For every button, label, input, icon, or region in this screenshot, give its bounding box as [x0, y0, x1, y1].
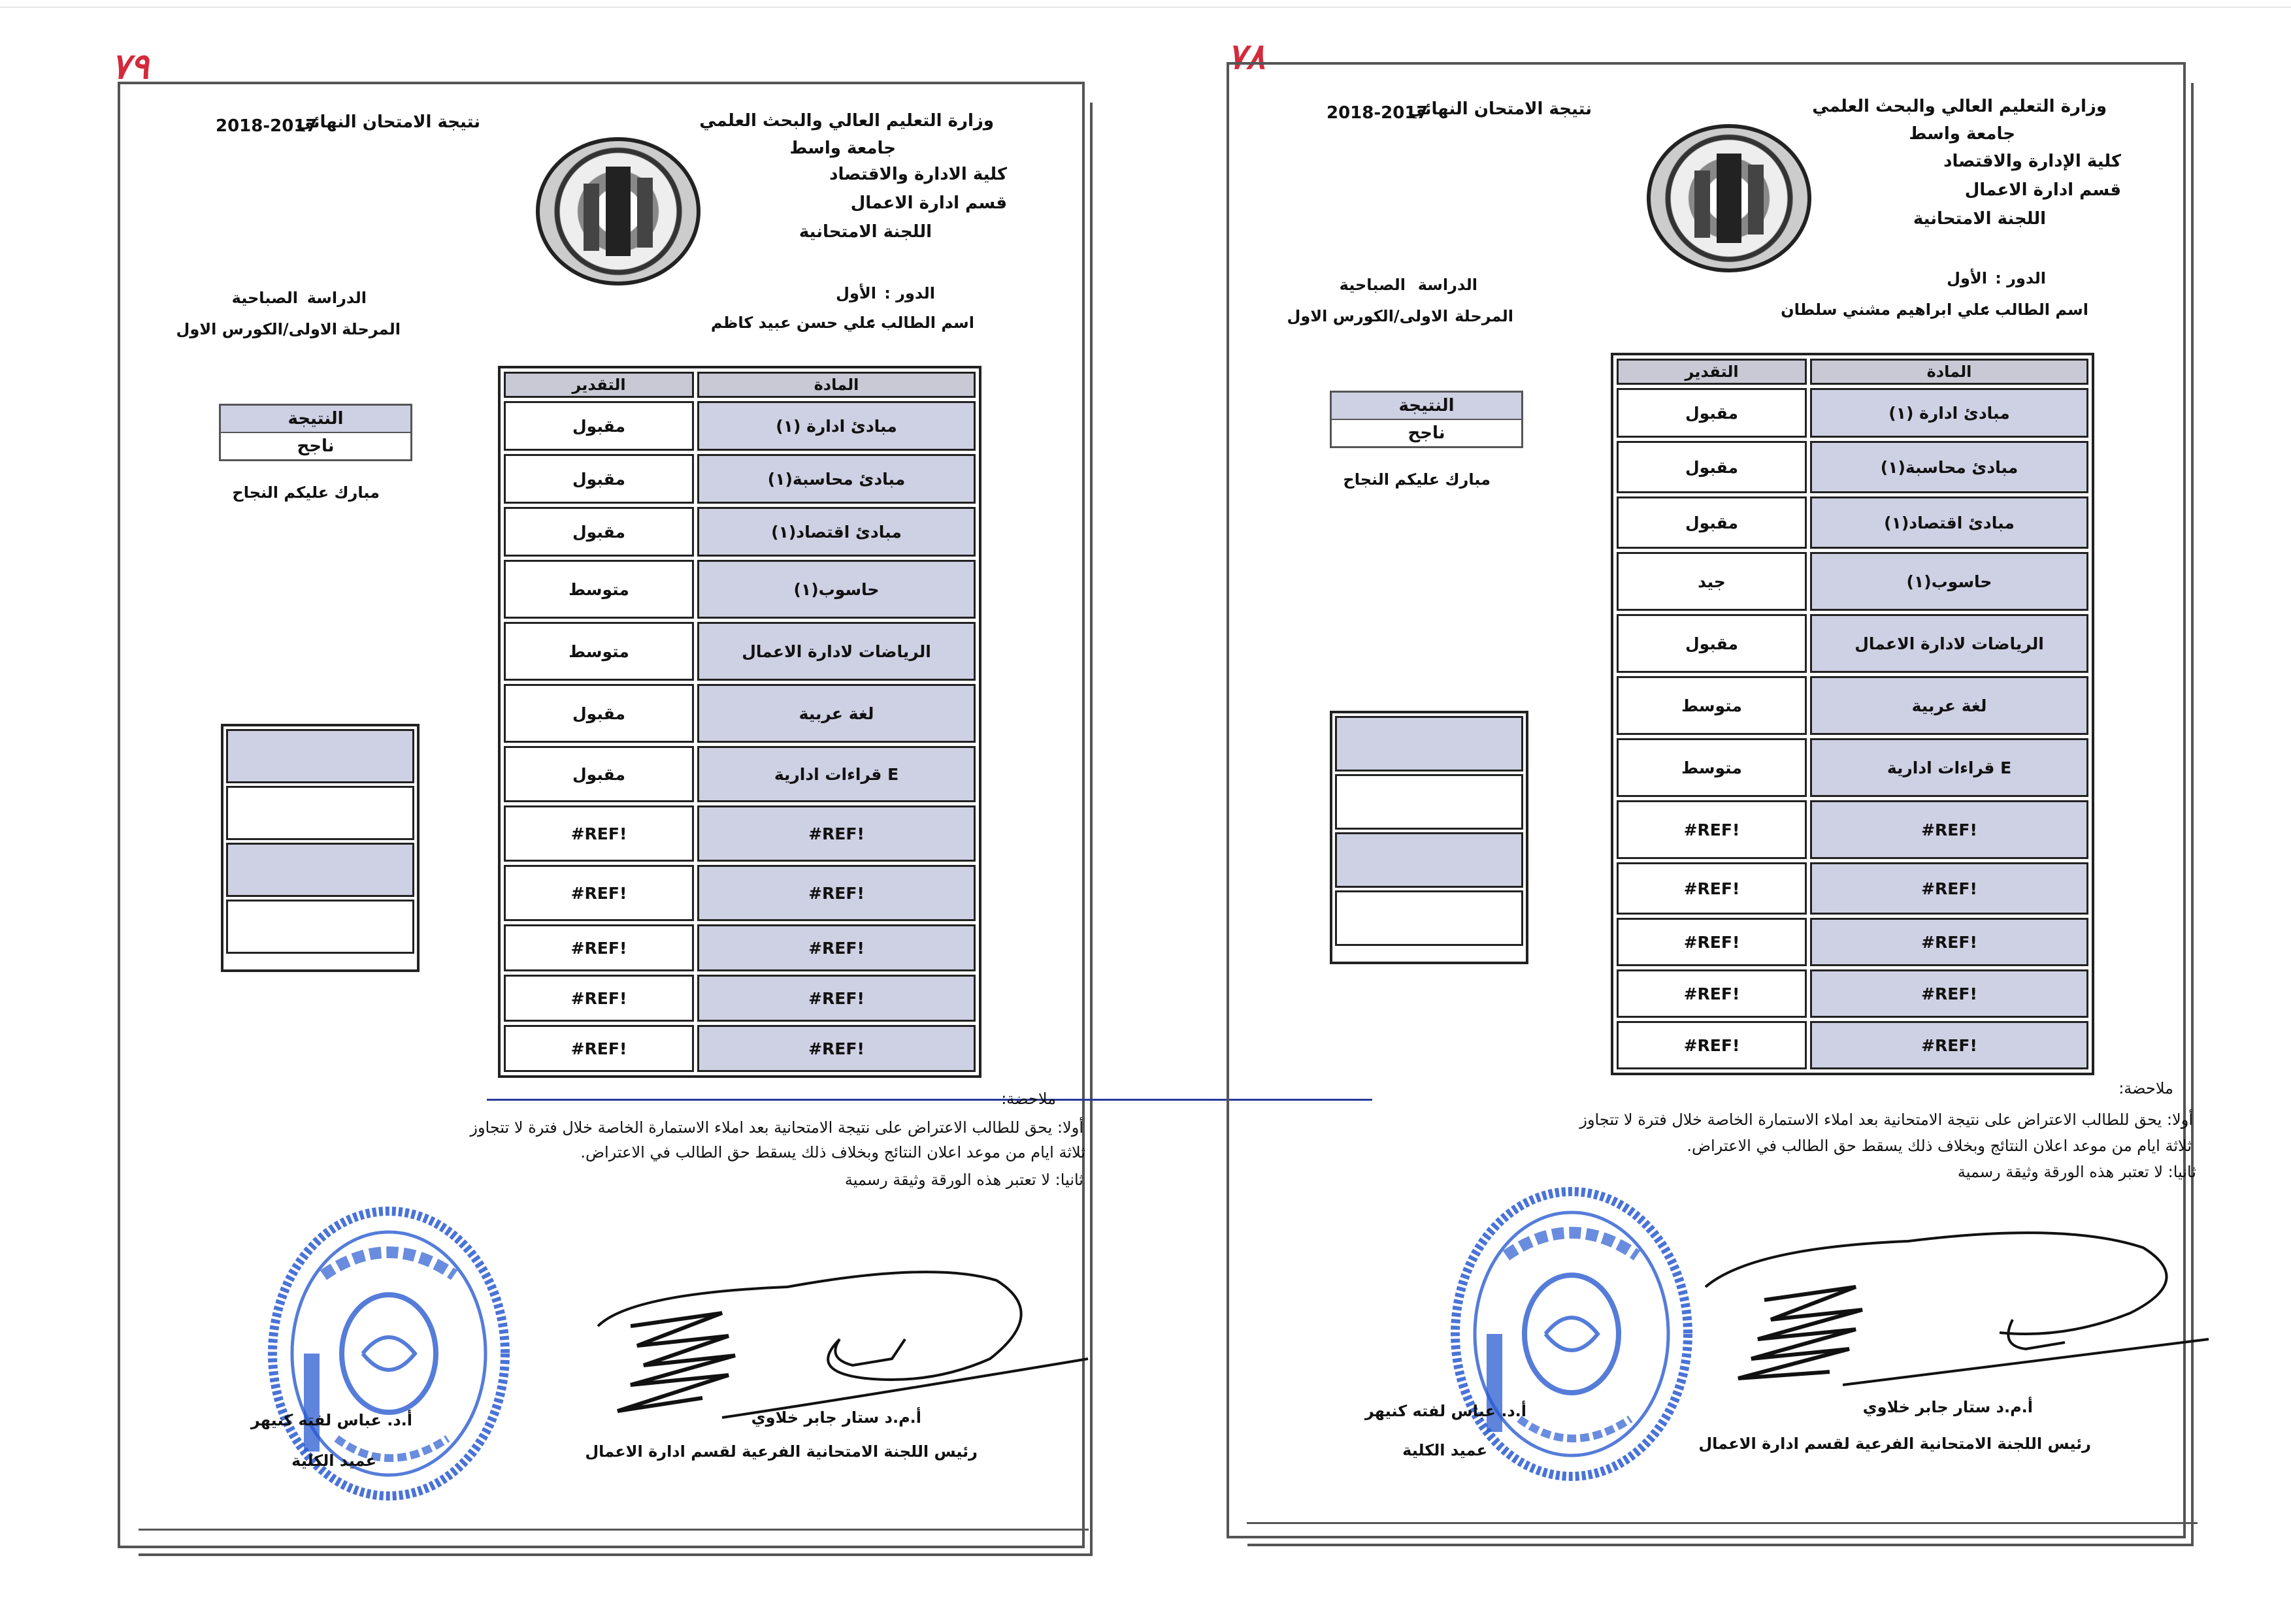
signer-2-name: أ.د. عباس لفته كنيهر	[250, 1411, 412, 1429]
table-row	[504, 454, 976, 504]
subject-cell: مبادئ اقتصاد(١)	[1810, 496, 2088, 549]
grade-cell: #REF!	[1617, 969, 1807, 1018]
grade-cell: #REF!	[504, 975, 694, 1022]
subject-header: المادة	[697, 372, 976, 398]
signer-2-name: أ.د. عباس لفته كنيهر	[1364, 1402, 1526, 1420]
grade-cell: مقبول	[504, 684, 694, 743]
subject-cell: #REF!	[697, 805, 976, 862]
signer-1-title: رئيس اللجنة الامتحانية الفرعية لقسم ادارة الاعمال	[585, 1442, 978, 1461]
table-row	[1617, 918, 2088, 966]
table-row	[504, 401, 976, 451]
left-sheet-inner	[139, 1529, 1089, 1550]
study-label: الدراسة	[1417, 276, 1477, 294]
grade-header: التقدير	[1617, 359, 1807, 385]
table-row	[504, 622, 976, 681]
table-row	[1617, 800, 2088, 859]
subject-cell: مبادئ محاسبة(١)	[697, 454, 976, 504]
page-number: ٧٨	[1227, 36, 1266, 77]
subject-cell: #REF!	[697, 924, 976, 971]
university-logo	[1647, 124, 1811, 272]
table-row	[1617, 496, 2088, 549]
grade-header: التقدير	[504, 372, 694, 398]
student-name-label: اسم الطالب :	[1983, 300, 2088, 319]
university-name: جامعة واسط	[789, 138, 896, 158]
subject-cell: حاسوب(١)	[697, 560, 976, 619]
subject-cell: #REF!	[697, 1025, 976, 1072]
result-box	[1330, 391, 1523, 448]
university-name: جامعة واسط	[1909, 124, 2015, 144]
congrats-text: مبارك عليكم النجاح	[1343, 470, 1491, 489]
student-name-label: اسم الطالب :	[868, 314, 974, 332]
result-value: ناجح	[1408, 423, 1445, 443]
student-name: علي حسن عبيد كاظم	[710, 314, 876, 332]
note-title: ملاحضة:	[2118, 1079, 2173, 1097]
page-number: ٧٩	[111, 46, 150, 87]
grade-cell: #REF!	[504, 924, 694, 971]
right-sheet-inner	[1247, 1522, 2198, 1542]
subject-cell: الرياضات لادارة الاعمال	[1810, 614, 2088, 673]
subject-cell: مبادئ اقتصاد(١)	[697, 507, 976, 557]
grade-cell: مقبول	[504, 401, 694, 451]
subject-cell: قراءات ادارية E	[1810, 738, 2088, 797]
table-row	[1617, 676, 2088, 735]
side-box-group	[1330, 711, 1528, 964]
subject-cell: #REF!	[697, 865, 976, 921]
grades-table	[1611, 353, 2094, 1075]
table-row	[1617, 614, 2088, 673]
stage-value: الاولى/الكورس الاول	[1287, 307, 1448, 325]
round-value: الأول	[836, 284, 876, 302]
academic-year: 2018-2017	[216, 116, 318, 136]
ministry-name: وزارة التعليم العالي والبحث العلمي	[699, 111, 994, 131]
stage-label: المرحلة	[1455, 307, 1513, 325]
table-row	[1617, 441, 2088, 493]
grade-cell: متوسط	[504, 622, 694, 681]
side-box-group	[221, 724, 420, 972]
subject-cell: مبادئ ادارة (١)	[1810, 388, 2088, 438]
congrats-text: مبارك عليكم النجاح	[232, 483, 380, 502]
grade-cell: مقبول	[1617, 388, 1807, 438]
grade-cell: متوسط	[504, 560, 694, 619]
result-title: نتيجة الامتحان النهائي	[296, 112, 480, 132]
signer-1-name: أ.م.د ستار جابر خلاوي	[1862, 1398, 2033, 1416]
university-logo	[536, 137, 700, 285]
grade-cell: متوسط	[1617, 738, 1807, 797]
grade-cell: جيد	[1617, 552, 1807, 611]
signature	[1699, 1209, 2222, 1405]
subject-cell: الرياضات لادارة الاعمال	[697, 622, 976, 681]
committee-name: اللجنة الامتحانية	[1913, 209, 2046, 229]
subject-cell: #REF!	[697, 975, 976, 1022]
table-row	[504, 507, 976, 557]
table-row	[504, 746, 976, 802]
subject-cell: #REF!	[1810, 969, 2088, 1018]
subject-cell: لغة عربية	[697, 684, 976, 743]
subject-header: المادة	[1810, 359, 2088, 385]
ministry-name: وزارة التعليم العالي والبحث العلمي	[1812, 97, 2107, 116]
grade-cell: #REF!	[1617, 1021, 1807, 1069]
note-line-3: ثانيا: لا تعتبر هذه الورقة وثيقة رسمية	[844, 1171, 1083, 1189]
signer-1-name: أ.م.د ستار جابر خلاوي	[751, 1408, 921, 1427]
round-value: الأول	[1947, 269, 1987, 287]
grade-cell: مقبول	[504, 507, 694, 557]
table-row	[504, 560, 976, 619]
grade-cell: #REF!	[1617, 862, 1807, 915]
table-row	[504, 684, 976, 743]
note-line-1: أولا: يحق للطالب الاعتراض على نتيجة الامتحانية بعد املاء الاستمارة الخاصة خلال فترة لا تتجاوز	[470, 1118, 1083, 1137]
subject-cell: لغة عربية	[1810, 676, 2088, 735]
result-title: نتيجة الامتحان النهائي	[1408, 99, 1592, 119]
grade-cell: #REF!	[504, 1025, 694, 1072]
table-row	[1617, 552, 2088, 611]
table-row	[504, 805, 976, 862]
grade-cell: #REF!	[504, 865, 694, 921]
subject-cell: حاسوب(١)	[1810, 552, 2088, 611]
result-value: ناجح	[297, 436, 335, 456]
stage-value: الاولى/الكورس الاول	[176, 320, 337, 338]
subject-cell: #REF!	[1810, 918, 2088, 966]
table-row	[1617, 1021, 2088, 1069]
grade-cell: متوسط	[1617, 676, 1807, 735]
stage-label: المرحلة	[342, 320, 401, 338]
table-row	[504, 975, 976, 1022]
college-name: كلية الادارة والاقتصاد	[829, 165, 1007, 184]
study-value: الصباحية	[231, 289, 298, 307]
grades-table	[498, 366, 981, 1078]
subject-cell: قراءات ادارية E	[697, 746, 976, 802]
grade-cell: #REF!	[504, 805, 694, 862]
subject-cell: #REF!	[1810, 862, 2088, 915]
table-row	[1617, 862, 2088, 915]
subject-cell: مبادئ محاسبة(١)	[1810, 441, 2088, 493]
table-row	[1617, 969, 2088, 1018]
grade-cell: #REF!	[1617, 800, 1807, 859]
round-label: الدور :	[1995, 269, 2046, 287]
study-label: الدراسة	[306, 289, 367, 307]
subject-cell: مبادئ ادارة (١)	[697, 401, 976, 451]
subject-cell: #REF!	[1810, 800, 2088, 859]
table-row	[1617, 388, 2088, 438]
note-line-3: ثانيا: لا تعتبر هذه الورقة وثيقة رسمية	[1957, 1163, 2196, 1181]
round-label: الدور :	[884, 284, 935, 302]
result-box	[219, 404, 412, 461]
grade-cell: مقبول	[1617, 614, 1807, 673]
signer-2-title: عميد الكلية	[1402, 1441, 1487, 1459]
scan-top-edge	[0, 7, 2291, 8]
note-title: ملاحضة:	[1001, 1090, 1056, 1108]
study-value: الصباحية	[1339, 276, 1406, 294]
committee-name: اللجنة الامتحانية	[799, 222, 932, 242]
grade-cell: مقبول	[504, 454, 694, 504]
student-name: علي ابراهيم مشني سلطان	[1781, 300, 1990, 319]
table-row	[1617, 738, 2088, 797]
table-row	[504, 865, 976, 921]
signature	[591, 1241, 1101, 1437]
note-line-2: ثلاثة ايام من موعد اعلان النتائج وبخلاف ذلك يسقط حق الطالب في الاعتراض.	[1687, 1137, 2192, 1155]
grade-cell: مقبول	[1617, 441, 1807, 493]
department-name: قسم ادارة الاعمال	[1964, 180, 2121, 200]
official-stamp	[1447, 1184, 1696, 1484]
college-name: كلية الإدارة والاقتصاد	[1943, 152, 2121, 171]
result-label: النتيجة	[1332, 393, 1521, 420]
signer-2-title: عميد الكلية	[291, 1452, 376, 1470]
department-name: قسم ادارة الاعمال	[850, 193, 1007, 213]
table-row	[504, 924, 976, 971]
grade-cell: مقبول	[1617, 496, 1807, 549]
note-line-1: أولا: يحق للطالب الاعتراض على نتيجة الامتحانية بعد املاء الاستمارة الخاصة خلال فترة لا تتجاوز	[1579, 1111, 2193, 1129]
result-label: النتيجة	[221, 406, 410, 433]
subject-cell: #REF!	[1810, 1021, 2088, 1069]
grade-cell: #REF!	[1617, 918, 1807, 966]
signer-1-title: رئيس اللجنة الامتحانية الفرعية لقسم ادارة الاعمال	[1698, 1435, 2091, 1453]
table-row	[504, 1025, 976, 1072]
note-line-2: ثلاثة ايام من موعد اعلان النتائج وبخلاف ذلك يسقط حق الطالب في الاعتراض.	[580, 1143, 1085, 1161]
academic-year: 2018-2017	[1327, 103, 1428, 123]
grade-cell: مقبول	[504, 746, 694, 802]
